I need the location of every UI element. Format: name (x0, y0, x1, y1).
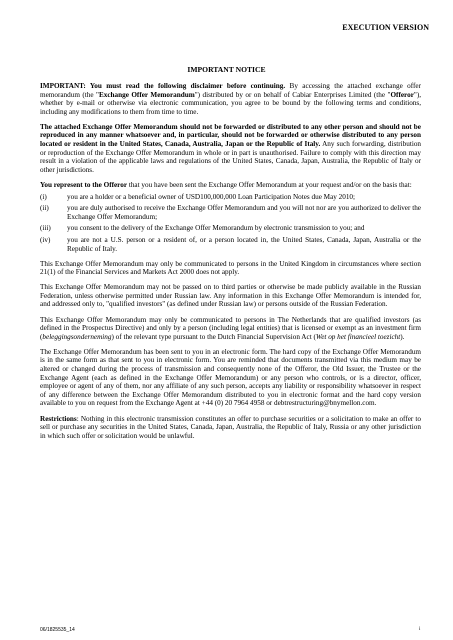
bold-text: You represent to the Offeror (40, 180, 128, 189)
paragraph-important (40, 82, 421, 116)
list-text: you consent to the delivery of the Exchange Offer Memorandum by electronic transmission to you; and (67, 224, 365, 233)
text-run: This Exchange Offer Memorandum may only be communicated to persons in The Netherlands that are qualified investors (as defined in the Prospectus Directive) and only by a person (including legal entities) that is licensed or exempt as an investment firm ( (40, 315, 421, 341)
italic-term: beleggingsonderneming (42, 332, 112, 341)
text-run: that you have been sent the Exchange Offer Memorandum at your request and/or on the basis that: (127, 180, 412, 189)
text-run: : Nothing in this electronic transmission constitutes an offer to purchase securities or a solicitation to make an offer to sell or purchase any securities in the United States, Canada, Japan, Australia, the Republic of Italy, Russia or any other jurisdiction in which such offer or solicitation would be unlawful. (40, 414, 421, 440)
execution-version-label: EXECUTION VERSION (342, 23, 429, 32)
italic-term: Wet op het financieel toezicht (315, 332, 401, 341)
representation-list (40, 193, 421, 254)
list-number: (iii) (40, 224, 51, 233)
list-item (40, 224, 421, 233)
list-item (40, 236, 421, 253)
text-run: By accessing the attached exchange offer memorandum (the " (40, 82, 422, 99)
document-id: 06/1825535_14 (40, 627, 75, 633)
text-run: Any such forwarding, distribution or reproduction of the Exchange Offer Memorandum in whole or in part is unauthorised. Failure to comply with this direction may result in a violation of the applicable laws and regulations of the United States, Canada, Japan, Australia, the Republic of Italy or other jurisdictions. (40, 140, 422, 174)
list-text: you are a holder or a beneficial owner of USD100,000,000 Loan Participation Notes due May 2010; (67, 192, 356, 201)
defined-term: Exchange Offer Memorandum (98, 90, 195, 99)
text-run: ") distributed by or on behalf of Cabiar Enterprises Limited (the " (194, 90, 391, 99)
text-run: "), whether by e-mail or otherwise via electronic communication, you agree to be bound by the following terms and conditions, including any modifications to them from time to time. (40, 90, 422, 116)
list-item (40, 204, 421, 221)
bold-text: The attached Exchange Offer Memorandum should not be forwarded or distributed to any other person and should not be reproduced in any manner whatsoever and, in particular, should not be forwarded or otherwise distributed to any person located or resident in the United States, Canada, Australia, Japan or the Republic of Italy. (40, 122, 421, 149)
list-number: (iv) (40, 235, 51, 244)
paragraph-representation (40, 181, 421, 190)
bold-text: Restrictions (40, 414, 77, 423)
important-lead: IMPORTANT: You must read the following disclaimer before continuing. (40, 82, 286, 90)
list-number: (i) (40, 192, 47, 201)
paragraph-distribution (40, 123, 421, 175)
document-body (40, 82, 421, 447)
page-title: IMPORTANT NOTICE (187, 65, 266, 74)
paragraph-restrictions (40, 415, 421, 441)
text-run: ). (400, 332, 405, 341)
page-number: i (419, 627, 421, 632)
list-text: you are duly authorised to receive the Exchange Offer Memorandum and you will not nor are you authorized to deliver the Exchange Offer Memorandum; (67, 204, 421, 221)
list-number: (ii) (40, 204, 49, 213)
paragraph-uk: This Exchange Offer Memorandum may only be communicated to persons in the United Kingdom in circumstances where section 21(1) of the Financial Services and Markets Act 2000 does not apply. (40, 259, 421, 277)
paragraph-electronic-form: The Exchange Offer Memorandum has been sent to you in an electronic form. The hard copy of the Exchange Offer Memorandum is in the same form as that sent to you in electronic form. You are reminded that documents transmitted via this medium may be altered or changed during the process of transmission and consequently none of the Offeror, the Old Issuer, the Trustee or the Exchange Agent (each as defined in the Exchange Offer Memorandum) or any person who controls, or is a director, officer, employee or agent of any of them, nor any affiliate of any such person, accepts any liability or responsibility whatsoever in respect of any difference between the Exchange Offer Memorandum distributed to you in electronic format and the hard copy version available to you on request from the Exchange Agent at +44 (0) 20 7964 4958 or debtrestructuring@bnymellon.com. (40, 347, 421, 408)
list-item (40, 193, 421, 202)
list-text: you are not a U.S. person or a resident of, or a person located in, the United States, Canada, Japan, Australia or the Republic of Italy. (67, 235, 421, 253)
paragraph-russia: This Exchange Offer Memorandum may not be passed on to third parties or otherwise be made publicly available in the Russian Federation, unless otherwise permitted under Russian law. Any information in this Exchange Offer Memorandum is intended for, and addressed only to, "qualified investors" (as defined under Russian law) or persons outside of the Russian Federation. (40, 283, 421, 309)
defined-term: Offeror (390, 90, 414, 99)
text-run: ) of the relevant type pursuant to the Dutch Financial Supervision Act ( (111, 332, 316, 341)
paragraph-netherlands (40, 316, 421, 342)
